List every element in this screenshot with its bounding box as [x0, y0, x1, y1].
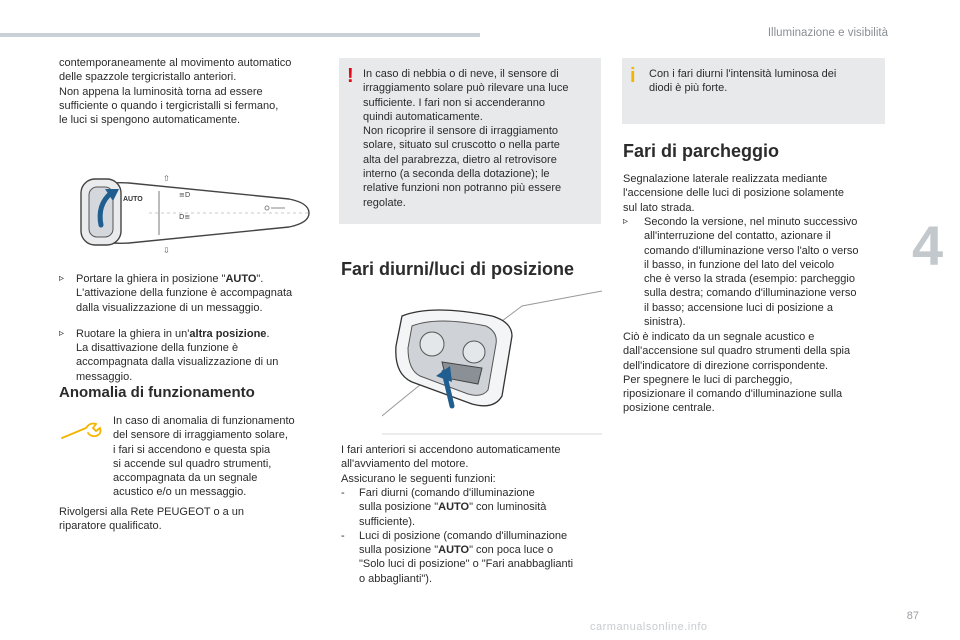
- drl-item-position: - Luci di posizione (comando d'illuminazione sulla posizione "AUTO" con poca luce o "Solo luci di posizione" o "Fari anabbaglianti o abbaglianti").: [341, 529, 574, 585]
- light-stalk-illustration: [59, 163, 321, 263]
- intro-paragraph: contemporaneamente al movimento automatico delle spazzole tergicristallo anteriori. Non appena la luminosità torna ad essere sufficiente o quando i tergicristalli si fermano, le luci si spengono automaticamente.: [59, 57, 292, 127]
- header-rule: [0, 33, 480, 37]
- footer-watermark: carmanualsonline.info: [590, 621, 708, 633]
- bullet-auto: ▹ Portare la ghiera in posizione "AUTO". L'attivazione della funzione è accompagnata dalla visualizzazione di un messaggio.: [59, 273, 293, 314]
- svg-text:≡D: ≡D: [179, 191, 191, 199]
- svg-text:⇧: ⇧: [163, 174, 170, 183]
- dealer-text: Rivolgersi alla Rete PEUGEOT o a un riparatore qualificato.: [59, 506, 245, 533]
- page-number: 87: [906, 610, 919, 622]
- triangle-bullet-icon: ▹: [59, 273, 65, 284]
- svg-text:⇩: ⇩: [163, 246, 170, 255]
- bullet-other-position: ▹ Ruotare la ghiera in un'altra posizione. La disattivazione della funzione è accompagnata dalla visualizzazione di un messaggio.: [59, 327, 279, 383]
- drl-heading: Fari diurni/luci di posizione: [341, 259, 575, 279]
- anomaly-heading: Anomalia di funzionamento: [59, 384, 255, 401]
- drl-item-day: - Fari diurni (comando d'illuminazione sulla posizione "AUTO" con luminosità sufficiente).: [341, 487, 547, 528]
- running-header: Illuminazione e visibilità: [767, 27, 888, 39]
- drl-list: [341, 486, 603, 586]
- triangle-bullet-icon: ▹: [59, 327, 65, 339]
- info-icon: i: [630, 65, 636, 87]
- headlamp-figure: [382, 286, 602, 436]
- stalk-figure: [59, 163, 321, 263]
- column-1: [59, 56, 327, 139]
- drl-intro: I fari anteriori si accendono automaticamente all'avviamento del motore. Assicurano le seguenti funzioni:: [341, 444, 561, 485]
- exclamation-icon: !: [347, 65, 354, 87]
- anomaly-text: In caso di anomalia di funzionamento del sensore di irraggiamento solare, i fari si accendono e questa spia si accende sul quadro strumenti, accompagnata da un segnale acustico e/o un messaggio.: [113, 415, 295, 499]
- info-box: [622, 58, 885, 124]
- wrench-icon: [60, 420, 102, 446]
- parking-outro: Ciò è indicato da un segnale acustico e dall'accensione sul quadro strumenti della spia dell'indicatore di direzione corrispondente. Per spegnere le luci di parcheggio, riposizionare il comando d'illuminazione sulla posizione centrale.: [623, 331, 851, 415]
- triangle-bullet-icon: ▹: [623, 216, 629, 227]
- warning-box: [339, 58, 601, 224]
- parking-heading: Fari di parcheggio: [623, 141, 780, 161]
- parking-bullet: ▹ Secondo la versione, nel minuto successivo all'interruzione del contatto, azionare il comando d'illuminazione verso l'alto o verso il basso, in funzione del lato del veicolo che è verso la strada (esempio: parcheggio sulla destra; comando d'illuminazione verso il basso; accensione luci di posizione a sinistra).: [623, 216, 859, 329]
- headlamp-illustration: [382, 286, 602, 436]
- chapter-number: 4: [912, 214, 944, 277]
- figure-auto-label: AUTO: [123, 196, 143, 203]
- svg-text:D≡: D≡: [179, 213, 191, 221]
- column-1-lower: [59, 272, 327, 396]
- warning-text: In caso di nebbia o di neve, il sensore di irraggiamento solare può rilevare una luce sufficiente. I fari non si accenderanno quindi automaticamente. Non ricoprire il sensore di irraggiamento solare, situato sul cruscotto o nella parte alta del parabrezza, dietro al retrovisore interno (a seconda della dotazione); le relative funzioni non potranno più essere regolate.: [363, 68, 569, 209]
- info-text: Con i fari diurni l'intensità luminosa dei diodi è più forte.: [649, 68, 837, 95]
- parking-intro: Segnalazione laterale realizzata mediante l'accensione delle luci di posizione solamente sul lato strada.: [623, 173, 845, 214]
